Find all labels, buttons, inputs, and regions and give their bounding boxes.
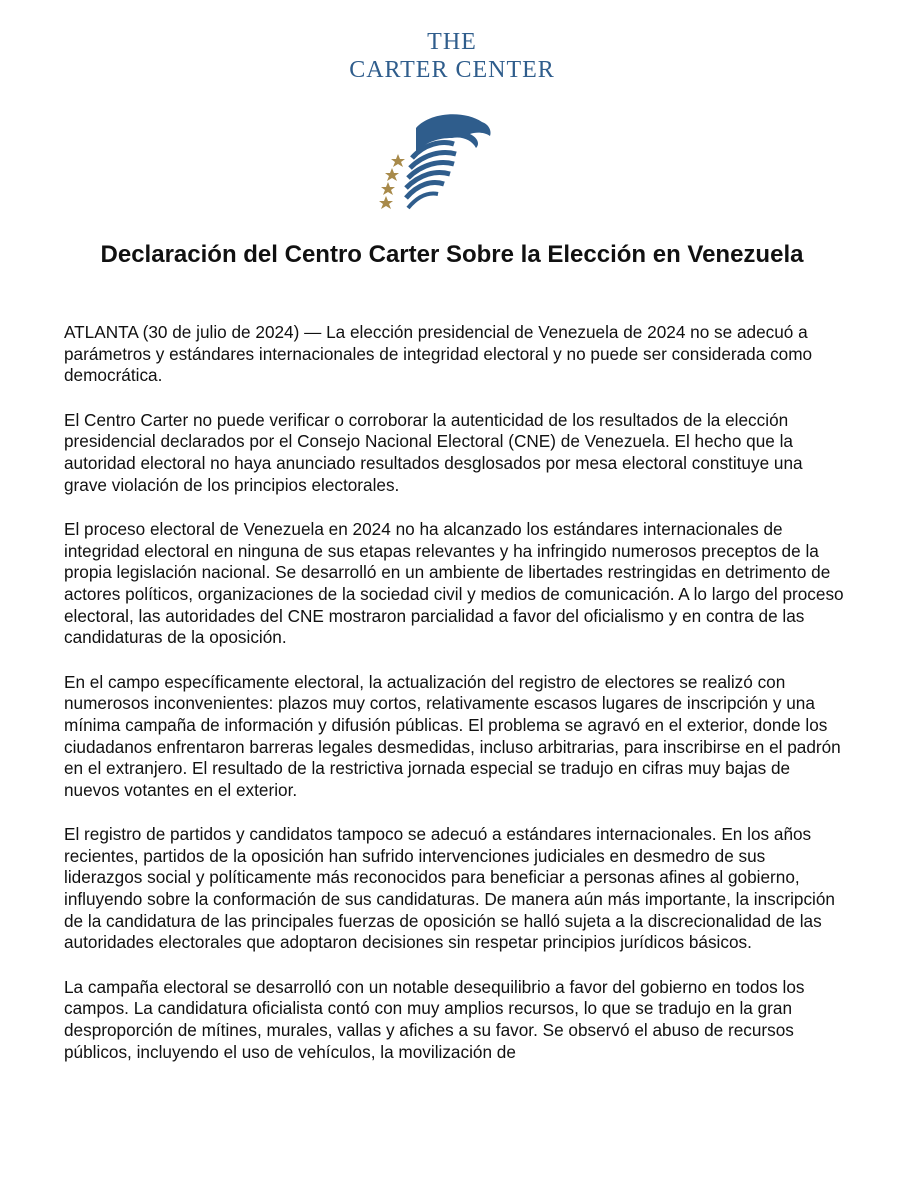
paragraph: La campaña electoral se desarrolló con un notable desequilibrio a favor del gobierno en todos los campos. La candidatura oficialista contó con muy amplios recursos, lo que se tradujo en la gran desproporción de mítines, murales, vallas y afiches a su favor. Se observó el abuso de recursos públicos, incluyendo el uso de vehículos, la movilización de: [64, 976, 805, 1062]
eagle-logo-icon: [372, 108, 502, 218]
paragraph: ATLANTA (30 de julio de 2024) — La elección presidencial de Venezuela de 2024 no se adecuó a parámetros y estándares internacionales de integridad electoral y no puede ser considerada como democrática.: [64, 322, 813, 386]
document-body: [64, 322, 848, 1086]
paragraph: El proceso electoral de Venezuela en 2024 no ha alcanzado los estándares internacionales de integridad electoral en ninguna de sus etapas relevantes y ha infringido numerosos preceptos de la propia legislación nacional. Se desarrolló en un ambiente de libertades restringidas en detrimento de actores políticos, organizaciones de la sociedad civil y medios de comunicación. A lo largo del proceso electoral, las autoridades del CNE mostraron parcialidad a favor del oficialismo y en contra de las candidaturas de la oposición.: [64, 519, 844, 648]
paragraph: El registro de partidos y candidatos tampoco se adecuó a estándares internacionales. En los años recientes, partidos de la oposición han sufrido intervenciones judiciales en desmedro de sus liderazgos social y políticamente más reconocidos para beneficiar a personas afines al gobierno, influyendo sobre la conformación de sus candidaturas. De manera aún más importante, la inscripción de la candidatura de las principales fuerzas de oposición se halló sujeta a la discrecionalidad de las autoridades electorales que adoptaron decisiones sin respetar principios jurídicos básicos.: [64, 824, 835, 953]
organization-header: [0, 28, 904, 84]
org-name-line-2: CARTER CENTER: [349, 57, 555, 83]
document-title: Declaración del Centro Carter Sobre la Elección en Venezuela: [100, 241, 804, 268]
org-name-line-1: THE: [427, 29, 477, 55]
paragraph: En el campo específicamente electoral, la actualización del registro de electores se realizó con numerosos inconvenientes: plazos muy cortos, relativamente escasos lugares de inscripción y una mínima campaña de información y difusión públicas. El problema se agravó en el exterior, donde los ciudadanos enfrentaron barreras legales desmedidas, incluso arbitrarias, para inscribirse en el padrón en el extranjero. El resultado de la restrictiva jornada especial se tradujo en cifras muy bajas de nuevos votantes en el exterior.: [64, 671, 841, 800]
paragraph: El Centro Carter no puede verificar o corroborar la autenticidad de los resultados de la elección presidencial declarados por el Consejo Nacional Electoral (CNE) de Venezuela. El hecho que la autoridad electoral no haya anunciado resultados desglosados por mesa electoral constituye una grave violación de los principios electorales.: [64, 409, 803, 495]
